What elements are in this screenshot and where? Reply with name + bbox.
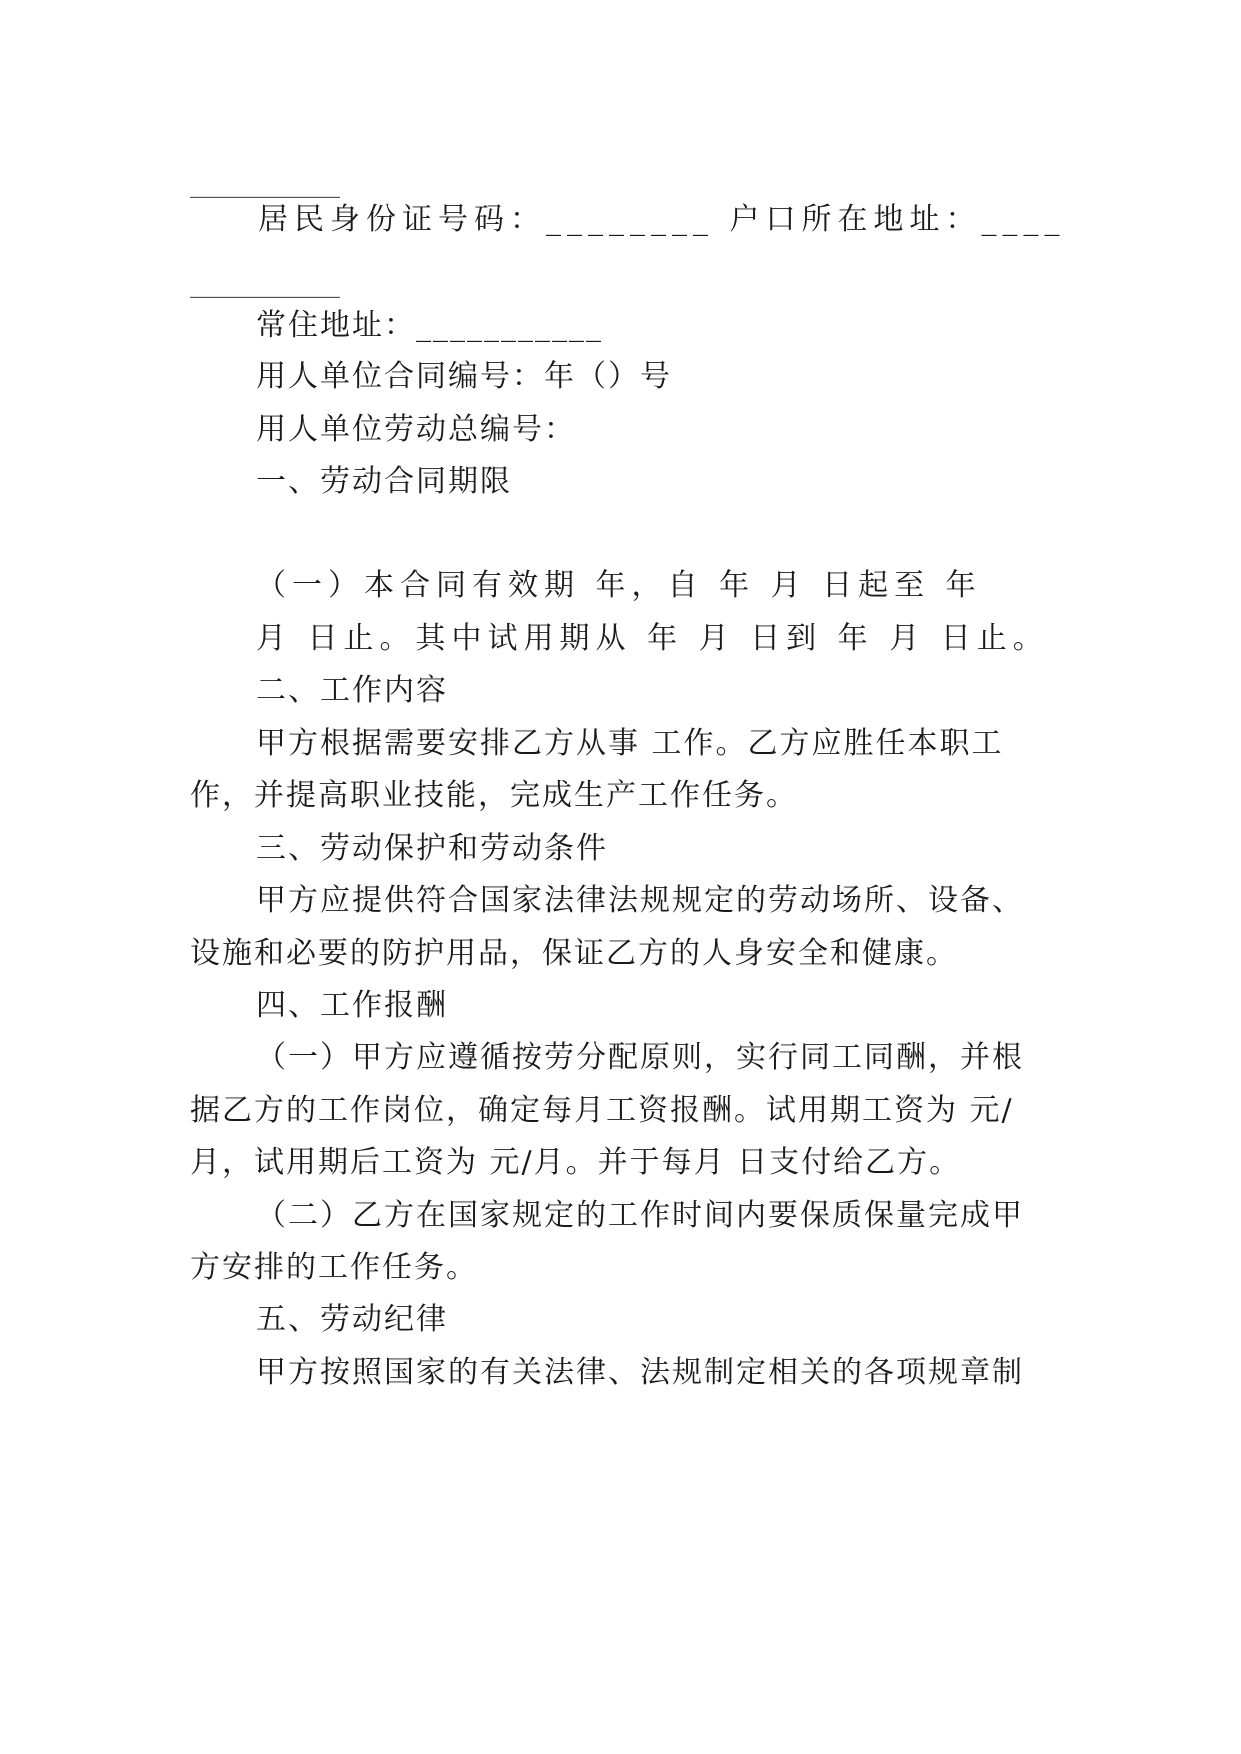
section-4-para-1-line-2: 据乙方的工作岗位，确定每月工资报酬。试用期工资为 元/ — [190, 1093, 1014, 1128]
section-2-para-line-1: 甲方根据需要安排乙方从事 工作。乙方应胜任本职工 — [256, 726, 1004, 761]
section-1-para-line-2: 月 日止。其中试用期从 年 月 日到 年 月 日止。 — [256, 621, 1049, 656]
section-4-title: 四、工作报酬 — [256, 988, 448, 1023]
labor-number: 用人单位劳动总编号： — [256, 412, 576, 447]
section-5-para-line-1: 甲方按照国家的有关法律、法规制定相关的各项规章制 — [256, 1355, 1024, 1390]
section-3-para-line-2: 设施和必要的防护用品，保证乙方的人身安全和健康。 — [190, 936, 958, 971]
section-4-para-2-line-2: 方安排的工作任务。 — [190, 1250, 478, 1285]
section-4-para-2-line-1: （二）乙方在国家规定的工作时间内要保质保量完成甲 — [256, 1198, 1024, 1233]
address-blank-line: __________ — [190, 264, 340, 299]
residence-address: 常住地址：___________ — [256, 308, 603, 343]
section-4-para-1-line-1: （一）甲方应遵循按劳分配原则，实行同工同酬，并根 — [256, 1040, 1024, 1075]
section-5-title: 五、劳动纪律 — [256, 1302, 448, 1337]
section-4-para-1-line-3: 月，试用期后工资为 元/月。并于每月 日支付给乙方。 — [190, 1145, 962, 1180]
section-1-title: 一、劳动合同期限 — [256, 464, 512, 499]
section-1-para-line-1: （一）本合同有效期 年，自 年 月 日起至 年 — [256, 568, 982, 603]
section-3-title: 三、劳动保护和劳动条件 — [256, 831, 608, 866]
section-2-para-line-2: 作，并提高职业技能，完成生产工作任务。 — [190, 778, 798, 813]
top-blank-line: __________ — [190, 164, 340, 199]
id-number-line: 居民身份证号码：________ 户口所在地址：____ — [258, 202, 1066, 237]
contract-number: 用人单位合同编号：年（）号 — [256, 359, 672, 394]
section-2-title: 二、工作内容 — [256, 673, 448, 708]
section-3-para-line-1: 甲方应提供符合国家法律法规规定的劳动场所、设备、 — [256, 883, 1024, 918]
